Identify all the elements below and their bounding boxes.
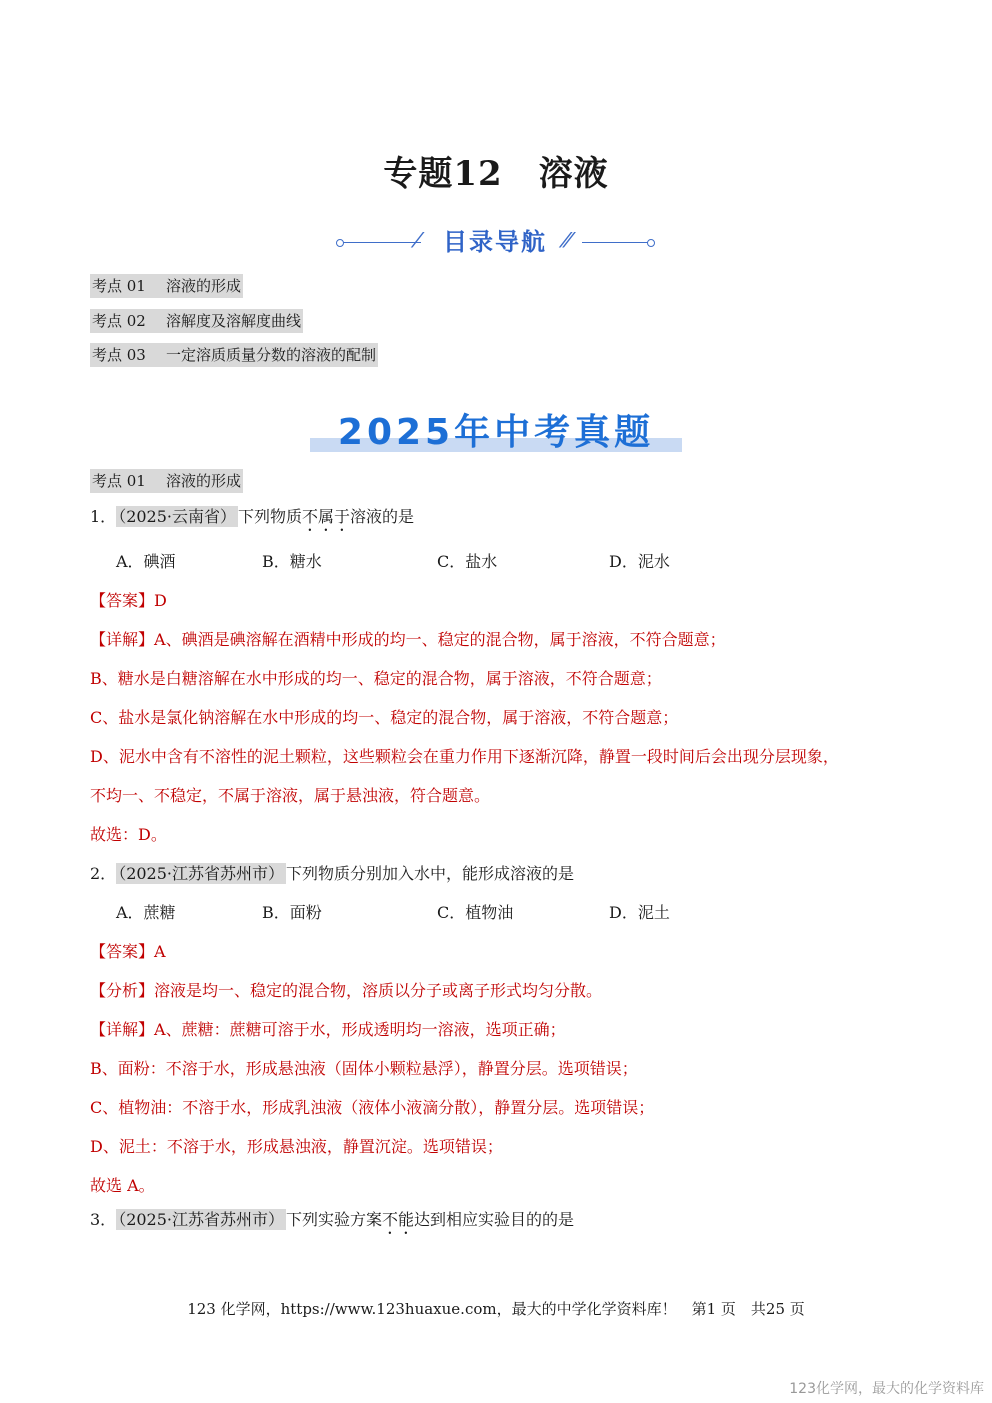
q2-answer-tag: 【答案】 [90, 942, 155, 961]
q1-stem-a: 下列物质 [238, 507, 303, 526]
q1-stem-b: 溶液的是 [350, 507, 415, 526]
toc-item-03[interactable] [90, 343, 378, 367]
page-footer: 123 化学网，https://www.123huaxue.com，最大的中学化学资料库！ 第1 页 共25 页 [187, 1300, 805, 1318]
q1-detail-line [90, 629, 726, 651]
q1-option-d: D．泥水 [609, 552, 670, 571]
q2-detail-tag: 【详解】 [90, 1020, 155, 1039]
q1-conclusion: 故选：D。 [90, 825, 167, 844]
toc-item-01[interactable] [90, 274, 243, 298]
title-number: 12 [453, 154, 503, 194]
q2-number: 2． [90, 864, 117, 883]
q2-answer-value: A [154, 942, 166, 961]
q2-stem [90, 863, 574, 885]
q2-detail-text: A、蔗糖：蔗糖可溶于水，形成透明均一溶液，选项正确； [154, 1020, 566, 1039]
q1-stem-emphasis: 不属于 [302, 507, 351, 526]
q1-detail-tag: 【详解】 [90, 630, 155, 649]
exam-banner [310, 404, 682, 458]
toc-label: 一定溶质质量分数的溶液的配制 [166, 346, 377, 364]
q1-stem [90, 506, 414, 535]
q1-number: 1． [90, 507, 117, 526]
title-name: 溶液 [538, 154, 609, 194]
q3-number: 3． [90, 1210, 117, 1229]
q2-option-a: A．蔗糖 [116, 903, 176, 922]
toc-code: 考点 02 [92, 312, 146, 330]
toc-label: 溶液的形成 [166, 277, 242, 295]
q2-option-c: C．植物油 [437, 903, 514, 922]
nav-right-slash-icon: ⁄⁄ [564, 228, 571, 252]
q1-detail-line: C、盐水是氯化钠溶解在水中形成的均一、稳定的混合物，属于溶液，不符合题意； [90, 708, 679, 727]
nav-left-dot [336, 239, 344, 247]
q2-detail-line: B、面粉：不溶于水，形成悬浊液（固体小颗粒悬浮），静置分层。选项错误； [90, 1059, 638, 1078]
nav-left-line [343, 242, 421, 243]
toc-code: 考点 01 [92, 277, 146, 295]
title-prefix: 专题 [383, 154, 454, 194]
q2-option-d: D．泥土 [609, 903, 670, 922]
q1-option-a: A．碘酒 [116, 552, 176, 571]
nav-title: 目录导航 [443, 228, 547, 256]
q3-stem-b: 达到相应实验目的的是 [414, 1210, 575, 1229]
q3-source: （2025·江苏省苏州市） [118, 1210, 284, 1229]
q1-option-b: B．糖水 [262, 552, 322, 571]
q1-source: （2025·云南省） [118, 507, 236, 526]
page-title [0, 146, 992, 195]
q2-option-b: B．面粉 [262, 903, 322, 922]
q2-analysis-tag: 【分析】 [90, 981, 155, 1000]
q1-answer [90, 590, 167, 612]
q1-detail-line: B、糖水是白糖溶解在水中形成的均一、稳定的混合物，属于溶液，不符合题意； [90, 669, 662, 688]
q1-option-c: C．盐水 [437, 552, 498, 571]
q1-answer-tag: 【答案】 [90, 591, 155, 610]
section-label: 溶液的形成 [166, 472, 242, 490]
nav-right-line [582, 242, 648, 243]
q2-detail-line: C、植物油：不溶于水，形成乳浊液（液体小液滴分散），静置分层。选项错误； [90, 1098, 655, 1117]
nav-left-slash-icon: ⁄ [416, 228, 420, 252]
toc-nav-heading [336, 222, 656, 258]
toc-code: 考点 03 [92, 346, 146, 364]
q3-stem-emphasis: 不能 [382, 1210, 415, 1229]
q2-stem-text: 下列物质分别加入水中，能形成溶液的是 [286, 864, 575, 883]
q2-conclusion: 故选 A。 [90, 1176, 155, 1195]
q3-stem [90, 1209, 574, 1238]
q3-stem-a: 下列实验方案 [286, 1210, 383, 1229]
q1-answer-value: D [154, 591, 167, 610]
q2-detail-line [90, 1019, 566, 1041]
q2-analysis-text: 溶液是均一、稳定的混合物，溶质以分子或离子形式均匀分散。 [154, 981, 603, 1000]
section-heading [90, 469, 243, 493]
nav-right-dot [647, 239, 655, 247]
section-code: 考点 01 [92, 472, 146, 490]
q2-detail-line: D、泥土：不溶于水，形成悬浊液，静置沉淀。选项错误； [90, 1137, 503, 1156]
banner-title: 2025年中考真题 [337, 412, 655, 453]
q1-detail-line: 不均一、不稳定，不属于溶液，属于悬浊液，符合题意。 [90, 786, 491, 805]
q1-detail-line: D、泥水中含有不溶性的泥土颗粒，这些颗粒会在重力作用下逐渐沉降，静置一段时间后会出现分层现象， [90, 747, 839, 766]
toc-item-02[interactable] [90, 309, 303, 333]
q1-detail-text: A、碘酒是碘溶解在酒精中形成的均一、稳定的混合物，属于溶液，不符合题意； [154, 630, 726, 649]
q2-answer [90, 941, 166, 963]
q2-source: （2025·江苏省苏州市） [118, 864, 284, 883]
watermark: 123化学网，最大的化学资料库 [789, 1381, 984, 1397]
q2-analysis [90, 980, 602, 1002]
toc-label: 溶解度及溶解度曲线 [166, 312, 302, 330]
